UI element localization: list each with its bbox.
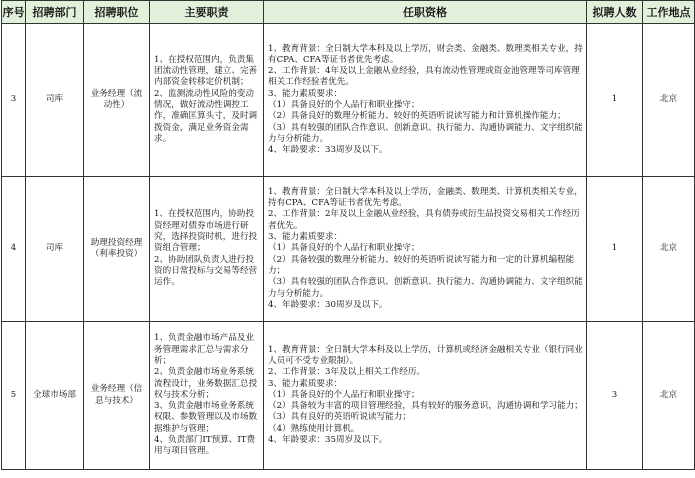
cell-position: 业务经理（流动性） [84,24,150,177]
cell-seq: 4 [2,177,26,322]
qual-line: （1）具备良好的个人品行和职业操守； [268,100,420,110]
header-row [2,1,695,24]
header-quals: 任职资格 [264,1,587,24]
qual-line: 4、年龄要求：35周岁及以下。 [268,435,388,446]
qual-line: 3、能力素质要求： [268,88,343,99]
qual-line: 1、教育背景：全日制大学本科及以上学历，财会类、金融类、数理类相关专业，持有CPA、CFA等证书者优先考虑。 [268,43,583,65]
qual-line: （3）具有较强的团队合作意识、创新意识、执行能力、沟通协调能力、文字组织能力与分析能力。 [268,122,583,144]
table-row [2,24,695,177]
cell-count: 1 [587,177,643,322]
cell-location: 北京 [643,177,695,322]
cell-dept: 全球市场部 [26,322,84,470]
qual-line: 2、工作背景：4年及以上金融从业经验，具有流动性管理或资金池管理等司库管理相关工作经验者优先。 [268,66,580,88]
header-position: 招聘职位 [84,1,150,24]
qual-line: （1）具备良好的个人品行和职业操守； [268,389,420,400]
qual-line: 4、年龄要求：30周岁及以下。 [268,299,388,310]
qual-line: （2）具备较强的数理分析能力、较好的英语听说读写能力和一定的计算机编程能力； [268,254,575,276]
header-duties: 主要职责 [150,1,264,24]
cell-dept: 司库 [26,177,84,322]
qual-line: （1）具备良好的个人品行和职业操守； [268,243,420,254]
cell-count: 3 [587,322,643,470]
header-seq: 序号 [2,1,26,24]
duty-line: 2、负责金融市场业务系统流程设计，业务数据汇总授权与技术分析； [154,367,258,400]
table-row [2,322,695,470]
table-row [2,177,695,322]
qual-line: （3）具有较强的团队合作意识、创新意识、执行能力、沟通协调能力、文字组织能力与分析能力。 [268,277,583,299]
cell-count: 1 [587,24,643,177]
recruitment-table [1,0,695,470]
qual-line: 2、工作背景：3年及以上相关工作经历。 [268,367,426,378]
qual-line: 3、能力素质要求： [268,378,343,389]
cell-dept: 司库 [26,24,84,177]
duty-line: 4、负责部门IT预算、IT费用与项目管理。 [154,435,256,457]
qual-line: 1、教育背景：全日制大学本科及以上学历，金融类、数理类、计算机类相关专业，持有CPA、CFA等证书者优先考虑。 [268,186,583,209]
qual-line: 3、能力素质要求： [268,232,343,243]
cell-quals [264,322,587,470]
qual-line: 4、年龄要求：33周岁及以下。 [268,145,388,156]
cell-location: 北京 [643,322,695,470]
duty-line: 1、负责金融市场产品及业务管理需求汇总与需求分析； [154,333,254,366]
duty-line: 2、协助团队负责人进行投资的日常投标与交易等经营运作。 [154,254,258,288]
cell-duties [150,24,264,177]
cell-duties [150,177,264,322]
duty-line: 1、在授权范围内，协助投资经理对债券市场进行研究，选择投资时机，进行投资组合管理； [154,209,258,254]
cell-position: 助理投资经理（利率投资） [84,177,150,322]
header-dept: 招聘部门 [26,1,84,24]
qual-line: 2、工作背景：2年及以上金融从业经验，具有债券或衍生品投资交易相关工作经历者优先。 [268,209,580,231]
cell-location: 北京 [643,24,695,177]
cell-position: 业务经理（信息与技术） [84,322,150,470]
header-count: 拟聘人数 [587,1,643,24]
header-location: 工作地点 [643,1,695,24]
cell-seq: 5 [2,322,26,470]
qual-line: （2）具备较为丰富的项目管理经验，具有较好的服务意识，沟通协调和学习能力； [268,401,583,412]
cell-seq: 3 [2,24,26,177]
duty-line: 2、监测流动性风险的变动情况，做好流动性调控工作，准确匡算头寸，及时调拨资金，满足业务资金需求。 [154,88,258,144]
cell-quals [264,24,587,177]
cell-duties [150,322,264,470]
cell-quals [264,177,587,322]
qual-line: （3）具有良好的英语听说读写能力； [268,412,411,423]
qual-line: 1、教育背景：全日制大学本科及以上学历，计算机或经济金融相关专业（银行同业人员可不受专业限制）。 [268,344,583,366]
duty-line: 1、在授权范围内，负责集团流动性管理，建立、完善内部资金转移定价机制； [154,54,258,88]
qual-line: （2）具备良好的数理分析能力、较好的英语听说读写能力和计算机操作能力； [268,111,566,122]
duty-line: 3、负责金融市场业务系统权限、参数管理以及市场数据维护与管理； [154,401,258,434]
qual-line: （4）熟练使用计算机。 [268,423,360,434]
